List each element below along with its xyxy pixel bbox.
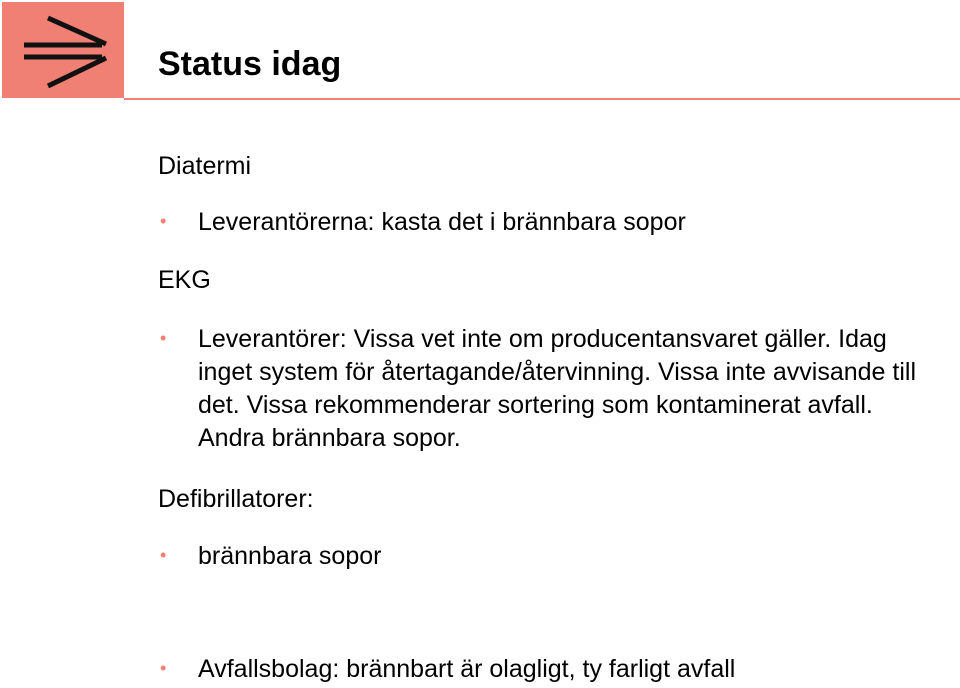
list-item: [158, 653, 938, 686]
double-arrow-logo-icon: [2, 2, 124, 98]
slide-title: Status idag: [158, 45, 342, 83]
list-item: [158, 540, 938, 573]
bullet-icon: •: [160, 211, 167, 231]
section-heading-diatermi: Diatermi: [158, 152, 252, 180]
section-heading-defibrillatorer: Defibrillatorer:: [158, 485, 314, 513]
section-heading-ekg: EKG: [158, 266, 211, 294]
bullet-icon: •: [160, 545, 167, 565]
bullet-text: Leverantörerna: kasta det i brännbara sopor: [198, 208, 686, 236]
list-item: [158, 206, 938, 239]
bullet-text: brännbara sopor: [198, 542, 382, 570]
logo-box: [2, 2, 124, 98]
bullet-icon: •: [160, 658, 167, 678]
bullet-text: Leverantörer: Vissa vet inte om producentansvaret gäller. Idag inget system för återtagande/återvinning. Vissa inte avvisande till det. Vissa rekommenderar sortering som kontaminerat avfall. Andra brännbara sopor.: [198, 325, 916, 452]
bullet-text: Avfallsbolag: brännbart är olagligt, ty farligt avfall: [198, 655, 736, 683]
list-item: [158, 323, 938, 455]
bullet-icon: •: [160, 328, 167, 348]
header-divider: [124, 98, 960, 100]
